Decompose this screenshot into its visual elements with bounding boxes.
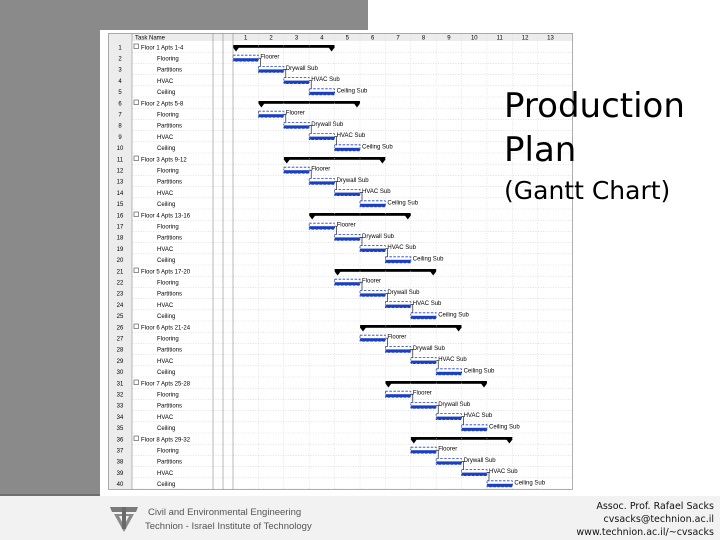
row-id: 7 (118, 112, 122, 119)
task-bar-progress (360, 204, 385, 207)
summary-task-name: Floor 3 Apts 9-12 (141, 157, 187, 164)
task-bar-progress (233, 58, 258, 61)
timescale-label: 3 (294, 35, 299, 42)
row-id: 39 (116, 470, 124, 477)
row-id: 31 (116, 381, 124, 388)
timescale-label: 4 (320, 35, 324, 42)
resource-label: Drywall Sub (285, 65, 318, 72)
footer-strip (0, 494, 100, 496)
resource-label: Drywall Sub (463, 457, 496, 464)
task-name: Ceiling (157, 314, 176, 321)
summary-task-name: Floor 8 Apts 29-32 (141, 437, 191, 444)
resource-label: Ceiling Sub (489, 424, 520, 431)
row-id: 11 (116, 157, 124, 164)
author-email: cvsacks@technion.ac.il (603, 514, 714, 525)
row-id: 38 (116, 459, 124, 466)
slide-title (504, 84, 685, 172)
resource-label: HVAC Sub (362, 189, 391, 196)
row-id: 2 (118, 56, 122, 63)
task-name: Flooring (157, 448, 179, 455)
task-bar-progress (360, 338, 385, 341)
top-decor-band (100, 0, 368, 30)
row-id: 26 (116, 325, 124, 332)
row-id: 4 (118, 78, 122, 85)
task-name: HVAC (157, 78, 174, 85)
row-id: 29 (116, 358, 124, 365)
resource-label: Floorer (336, 222, 356, 229)
row-id: 8 (118, 123, 122, 130)
task-name: Flooring (157, 392, 179, 399)
resource-label: Ceiling Sub (362, 144, 393, 151)
task-bar-progress (385, 394, 410, 397)
task-bar-progress (309, 92, 334, 95)
resource-label: Drywall Sub (387, 289, 420, 296)
resource-label: Ceiling Sub (438, 312, 469, 319)
task-bar-progress (284, 81, 309, 84)
row-id: 35 (116, 426, 124, 433)
task-bar-progress (385, 260, 410, 263)
collapse-toggle-icon[interactable] (134, 380, 139, 385)
task-bar-progress (411, 450, 436, 453)
summary-task-name: Floor 5 Apts 17-20 (141, 269, 191, 276)
timescale-label: 13 (547, 35, 554, 42)
row-id: 18 (116, 235, 124, 242)
summary-bar-start (258, 104, 264, 108)
row-id: 3 (118, 67, 122, 74)
title-line-2: Plan (504, 130, 577, 170)
task-bar-progress (309, 226, 334, 229)
resource-label: HVAC Sub (412, 301, 442, 308)
summary-bar-end (405, 216, 411, 220)
task-bar-progress (309, 137, 334, 140)
task-name: Flooring (157, 336, 179, 343)
resource-label: Drywall Sub (311, 121, 344, 128)
timescale-label: 9 (447, 35, 451, 42)
task-bar-progress (436, 461, 461, 464)
summary-bar-end (379, 160, 385, 164)
collapse-toggle-icon[interactable] (134, 436, 139, 441)
row-id: 37 (116, 448, 124, 455)
summary-bar-start (233, 48, 239, 52)
resource-label: HVAC Sub (489, 469, 518, 476)
task-name: Partitions (157, 291, 183, 298)
row-id: 5 (118, 90, 122, 97)
summary-bar-end (506, 440, 512, 444)
row-id: 16 (116, 213, 124, 220)
task-name: HVAC (157, 414, 174, 421)
collapse-toggle-icon[interactable] (134, 268, 139, 273)
summary-task-name: Floor 4 Apts 13-16 (141, 213, 191, 220)
summary-bar-start (385, 384, 391, 388)
timescale-label: 1 (244, 35, 248, 42)
row-id: 28 (116, 347, 124, 354)
row-id: 22 (116, 280, 124, 287)
task-bar-progress (462, 428, 487, 431)
task-bar-progress (335, 237, 360, 240)
resource-label: Drywall Sub (362, 233, 395, 240)
timescale-label: 7 (396, 35, 400, 42)
resource-label: Floorer (387, 334, 407, 341)
resource-label: Floorer (285, 110, 305, 117)
resource-label: Floorer (412, 390, 432, 397)
row-id: 19 (116, 246, 124, 253)
timescale-label: 10 (470, 35, 478, 42)
task-name: Flooring (157, 112, 179, 119)
slide-subtitle: (Gantt Chart) (504, 176, 671, 205)
collapse-toggle-icon[interactable] (134, 44, 139, 49)
row-id: 9 (118, 134, 122, 141)
row-id: 27 (116, 336, 124, 343)
collapse-toggle-icon[interactable] (134, 324, 139, 329)
task-bar-progress (436, 372, 461, 375)
footer-institution (145, 506, 312, 534)
author-name: Assoc. Prof. Rafael Sacks (596, 501, 714, 512)
summary-bar-end (430, 272, 436, 276)
summary-bar-end (456, 328, 462, 332)
row-id: 17 (116, 224, 124, 231)
summary-task-name: Floor 6 Apts 21-24 (141, 325, 191, 332)
left-decor-band (0, 0, 100, 496)
task-bar-progress (436, 417, 461, 420)
timescale-label: 8 (421, 35, 426, 42)
timescale-label: 5 (345, 35, 349, 42)
resource-label: Ceiling Sub (412, 256, 444, 263)
row-id: 10 (116, 146, 124, 153)
task-bar-progress (335, 282, 360, 285)
timescale-label: 2 (269, 35, 273, 42)
task-bar-progress (411, 361, 436, 364)
summary-bar-end (329, 48, 335, 52)
task-name: HVAC (157, 470, 174, 477)
author-website: www.technion.ac.il/~cvsacks (576, 527, 714, 538)
resource-label: Floorer (311, 166, 331, 173)
row-id: 36 (116, 437, 124, 444)
summary-bar-end (481, 384, 487, 388)
row-id: 30 (116, 370, 124, 377)
summary-bar-start (335, 272, 341, 276)
summary-task-name: Floor 1 Apts 1-4 (141, 45, 184, 52)
task-bar-progress (360, 249, 385, 252)
resource-label: Ceiling Sub (463, 368, 495, 375)
summary-task-name: Floor 7 Apts 25-28 (141, 381, 191, 388)
task-bar-progress (309, 181, 334, 184)
task-name: Flooring (157, 168, 179, 175)
resource-label: Ceiling Sub (336, 88, 368, 95)
task-name: Partitions (157, 123, 183, 130)
row-id: 13 (116, 179, 124, 186)
timescale-label: 6 (371, 35, 375, 42)
row-id: 14 (116, 190, 124, 197)
row-id: 20 (116, 258, 124, 265)
resource-label: HVAC Sub (387, 245, 416, 252)
row-id: 6 (118, 101, 122, 108)
task-bar-progress (284, 125, 309, 128)
task-name: HVAC (157, 302, 174, 309)
task-name: Ceiling (157, 258, 176, 265)
resource-label: HVAC Sub (438, 357, 467, 364)
resource-label: Ceiling Sub (514, 480, 546, 487)
header-row (108, 33, 573, 41)
row-id: 24 (116, 302, 124, 309)
resource-label: HVAC Sub (336, 133, 366, 140)
task-name: Partitions (157, 67, 183, 74)
task-name: Partitions (157, 347, 183, 354)
resource-label: Drywall Sub (438, 401, 471, 408)
row-id: 23 (116, 291, 124, 298)
resource-label: HVAC Sub (311, 77, 340, 84)
resource-label: Ceiling Sub (387, 200, 419, 207)
task-name: Ceiling (157, 146, 176, 153)
task-name: HVAC (157, 246, 174, 253)
resource-label: Floorer (362, 278, 382, 285)
technion-logo-icon (106, 504, 142, 534)
summary-bar-start (284, 160, 290, 164)
collapse-toggle-icon[interactable] (134, 212, 139, 217)
task-name: Partitions (157, 235, 183, 242)
resource-label: HVAC Sub (463, 413, 493, 420)
task-name: Ceiling (157, 426, 176, 433)
task-name: HVAC (157, 134, 174, 141)
timescale-label: 12 (521, 35, 529, 42)
row-id: 12 (116, 168, 124, 175)
task-name: HVAC (157, 358, 174, 365)
row-id: 25 (116, 314, 124, 321)
task-name: Flooring (157, 224, 179, 231)
title-line-1: Production (504, 86, 685, 126)
task-name: Ceiling (157, 370, 176, 377)
task-name: Partitions (157, 459, 183, 466)
resource-label: Drywall Sub (412, 345, 445, 352)
task-bar-progress (411, 316, 436, 319)
task-bar-progress (411, 405, 436, 408)
timescale-label: 11 (496, 35, 503, 42)
task-name: Ceiling (157, 90, 176, 97)
task-name: Ceiling (157, 202, 176, 209)
task-bar-progress (385, 305, 410, 308)
summary-bar-end (354, 104, 360, 108)
footer-author (576, 500, 714, 539)
task-bar-progress (258, 114, 283, 117)
row-id: 21 (116, 269, 124, 276)
row-id: 15 (116, 202, 124, 209)
row-id: 33 (116, 403, 124, 410)
collapse-toggle-icon[interactable] (134, 156, 139, 161)
row-id: 1 (118, 45, 122, 52)
task-name-header: Task Name (135, 35, 166, 42)
task-name: Flooring (157, 56, 179, 63)
resource-label: Floorer (438, 446, 458, 453)
task-bar-progress (462, 473, 487, 476)
footer-department: Civil and Environmental Engineering (148, 507, 302, 518)
summary-bar-start (411, 440, 417, 444)
task-name: HVAC (157, 190, 174, 197)
row-id: 32 (116, 392, 124, 399)
task-name: Flooring (157, 280, 179, 287)
summary-bar-start (360, 328, 366, 332)
task-name: Ceiling (157, 482, 176, 489)
row-id: 34 (116, 414, 124, 421)
task-bar-progress (487, 484, 512, 487)
footer-university: Technion - Israel Institute of Technology (145, 521, 312, 532)
task-name: Partitions (157, 403, 183, 410)
task-bar-progress (335, 148, 360, 151)
summary-bar-start (309, 216, 315, 220)
collapse-toggle-icon[interactable] (134, 100, 139, 105)
task-bar-progress (335, 193, 360, 196)
task-bar-progress (360, 293, 385, 296)
resource-label: Floorer (260, 54, 280, 61)
task-name: Partitions (157, 179, 183, 186)
resource-label: Drywall Sub (336, 177, 369, 184)
task-bar-progress (385, 349, 410, 352)
summary-task-name: Floor 2 Apts 5-8 (141, 101, 184, 108)
row-id: 40 (116, 482, 124, 489)
task-bar-progress (258, 69, 283, 72)
task-bar-progress (284, 170, 309, 173)
